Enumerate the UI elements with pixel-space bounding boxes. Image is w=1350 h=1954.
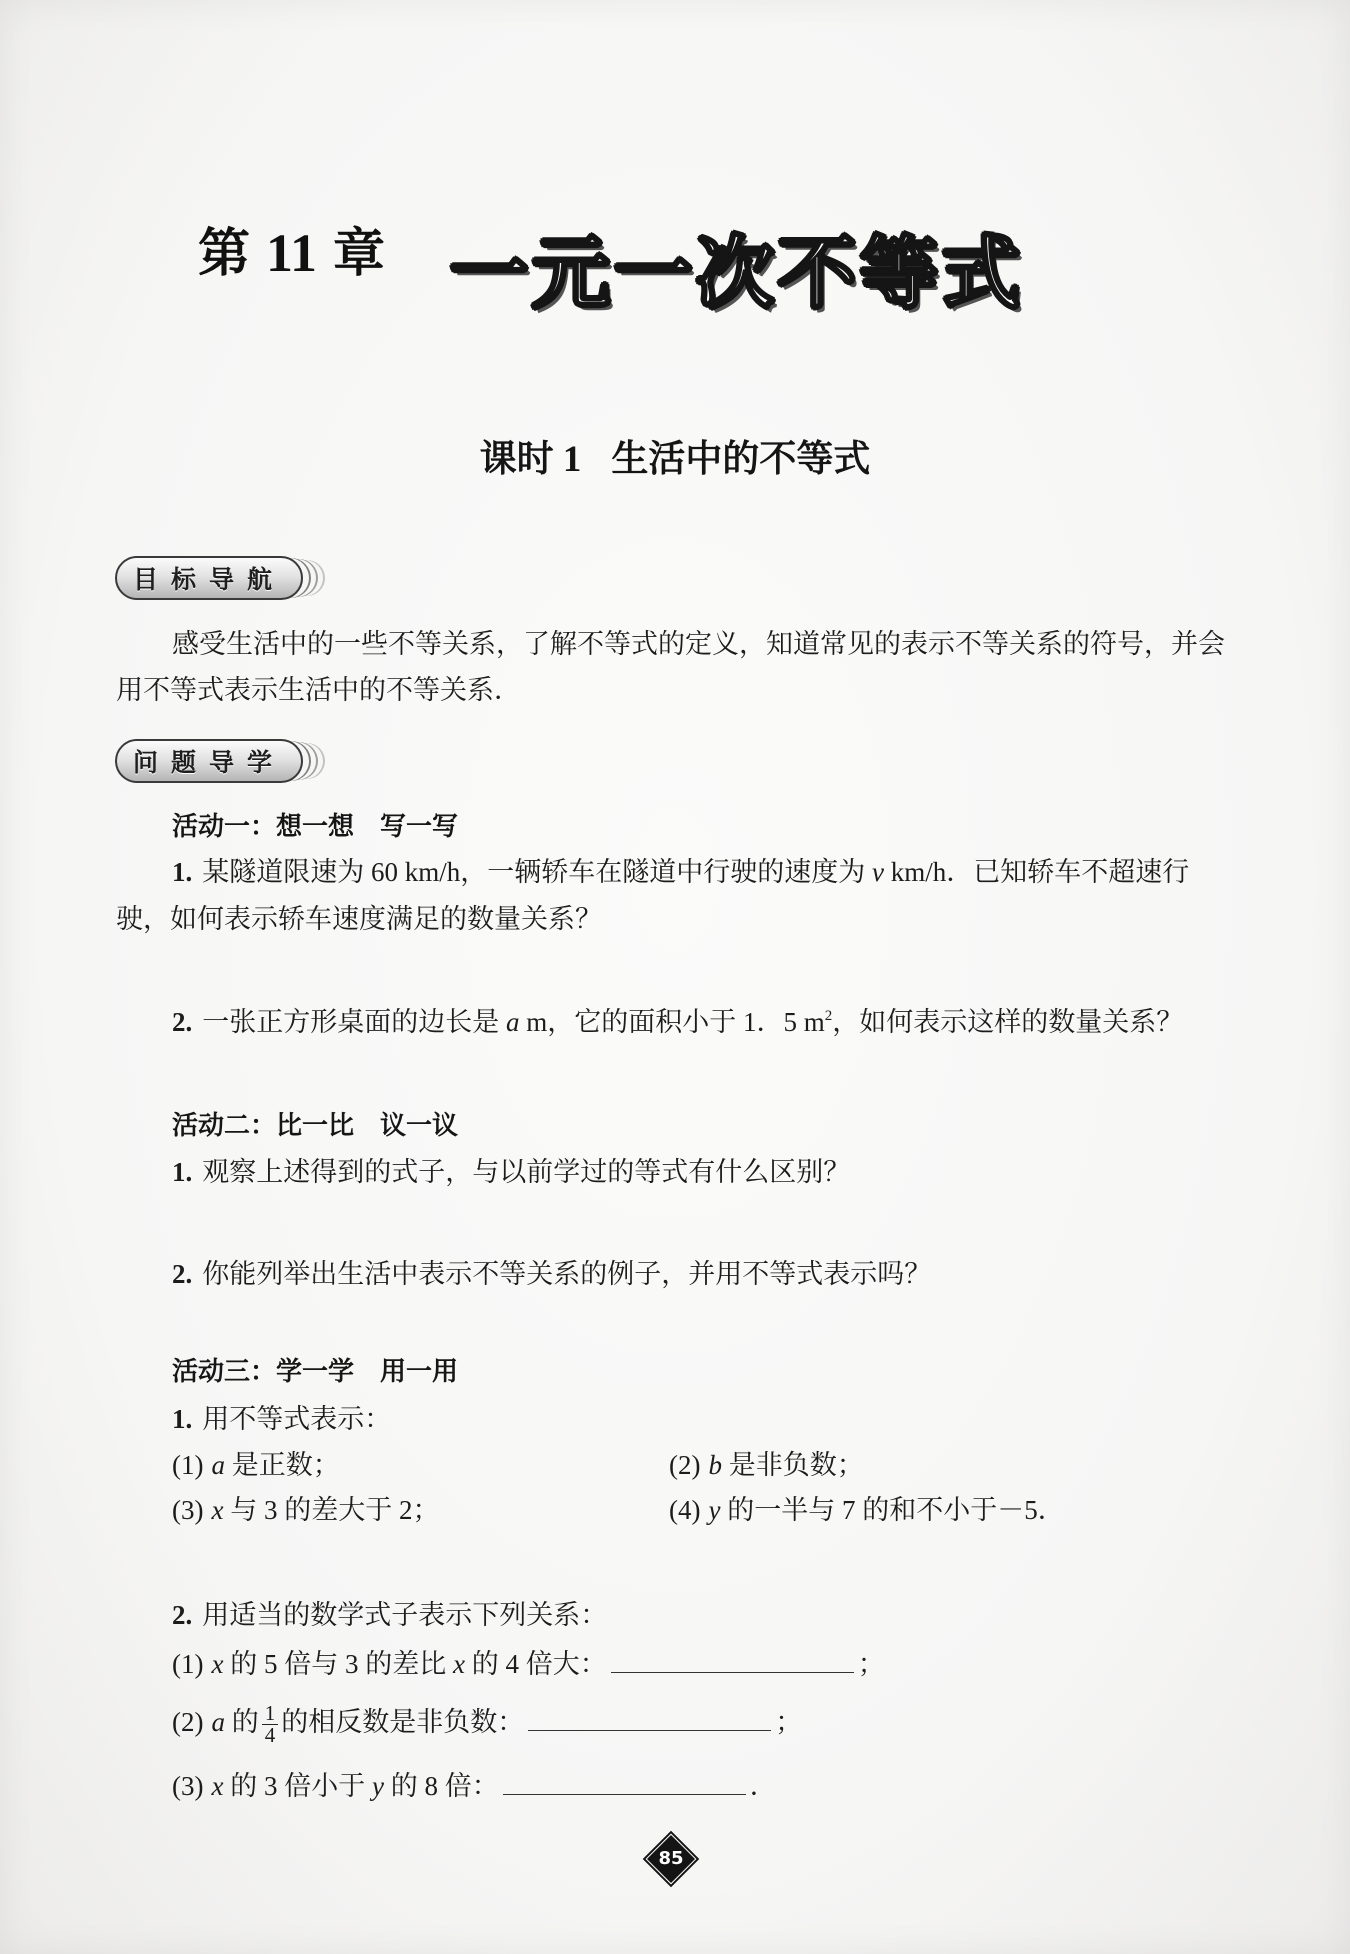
lesson-title [0,437,1350,483]
fill-item-2 [172,1700,802,1746]
question-text: 一张正方形桌面的边长是 [202,1007,506,1037]
sub-item-label: (3) [172,1495,204,1525]
question-text: 某隧道限速为 60 km/h，一辆轿车在隧道中行驶的速度为 [202,857,873,887]
superscript-exponent: 2 [824,1008,833,1024]
sub-item-1 [172,1447,340,1483]
sub-item-text: 的一半与 7 的和不小于－5． [720,1495,1065,1525]
math-variable: v [872,857,884,887]
activity3-heading: 活动三：学一学 用一用 [172,1357,459,1387]
math-variable: x [211,1771,224,1801]
fill-item-text: 的 5 倍与 3 的差比 [223,1649,453,1679]
sub-item-3 [172,1492,439,1528]
goals-badge-label: 目标导航 [133,565,286,594]
sub-item-2 [669,1447,864,1483]
chapter-title: 一元一次不等式 [450,229,1025,319]
fill-item-end: ； [857,1649,885,1679]
question-number: 1. [172,857,193,887]
math-variable: x [211,1649,224,1679]
fill-item-1 [172,1644,885,1682]
chapter-digits: 11 [266,223,318,283]
chapter-suffix: 章 [333,224,386,284]
fill-item-end: ； [775,1707,803,1737]
sub-item-4 [669,1492,1065,1528]
sub-item-text: 是正数； [224,1450,340,1480]
math-variable: x [452,1649,465,1679]
question-text: km/h．已知轿车不超速行 [884,857,1190,887]
fill-item-text: 的 [224,1707,259,1737]
math-variable: x [211,1495,224,1525]
lesson-name: 生活中的不等式 [611,439,871,480]
fraction [262,1703,279,1746]
sub-item-label: (4) [669,1495,701,1525]
question-number: 2. [172,1007,193,1037]
fill-item-label: (2) [172,1707,204,1737]
question-number: 2. [172,1600,193,1630]
answer-blank [528,1702,771,1731]
goals-text-line1: 感受生活中的一些不等关系，了解不等式的定义，知道常见的表示不等关系的符号，并会 [172,629,1225,659]
question-text: ，如何表示这样的数量关系？ [832,1007,1184,1037]
activity2-heading: 活动二：比一比 议一议 [172,1111,459,1141]
goals-text-line2: 用不等式表示生活中的不等关系． [116,675,521,705]
question-number: 1. [172,1157,193,1187]
question-text: 用不等式表示： [202,1404,392,1434]
guide-badge-label: 问题导学 [133,748,286,777]
goals-badge [115,556,303,600]
activity2-question1 [172,1154,850,1190]
math-variable: a [211,1707,225,1737]
answer-blank [503,1766,746,1795]
question-text: 你能列举出生活中表示不等关系的例子，并用不等式表示吗？ [202,1259,932,1289]
fraction-numerator: 1 [262,1703,279,1725]
chapter-prefix: 第 [198,224,251,284]
activity1-question1-line1 [172,854,1189,890]
fill-item-text: 的相反数是非负数： [281,1707,525,1737]
math-variable: y [708,1495,721,1525]
fraction-denominator: 4 [264,1723,276,1748]
lesson-label: 课时 1 [479,439,582,480]
fill-item-label: (1) [172,1649,204,1679]
question-text: m，它的面积小于 1．5 m [519,1007,825,1037]
sub-item-label: (1) [172,1450,204,1480]
activity3-question2 [172,1597,607,1633]
fill-item-label: (3) [172,1771,204,1801]
sub-item-text: 与 3 的差大于 2； [223,1495,440,1525]
question-number: 2. [172,1259,193,1289]
fill-item-text: 的 8 倍： [383,1771,499,1801]
page-number: 85 [658,1848,684,1869]
activity1-question1-line2: 驶，如何表示轿车速度满足的数量关系？ [116,904,602,934]
math-variable: a [506,1007,520,1037]
fill-item-end: ． [749,1771,777,1801]
chapter-number [198,223,385,284]
question-text: 观察上述得到的式子，与以前学过的等式有什么区别？ [202,1157,851,1187]
math-variable: b [708,1450,722,1480]
sub-item-label: (2) [669,1450,701,1480]
sub-item-text: 是非负数； [721,1450,864,1480]
fill-item-text: 的 3 倍小于 [223,1771,372,1801]
question-number: 1. [172,1404,193,1434]
fill-item-text: 的 4 倍大： [464,1649,607,1679]
math-variable: y [371,1771,384,1801]
activity1-question2 [172,1004,1183,1040]
answer-blank [611,1644,854,1673]
activity1-heading: 活动一：想一想 写一写 [172,812,459,842]
activity3-question1 [172,1401,391,1437]
activity2-question2 [172,1256,931,1292]
question-text: 用适当的数学式子表示下列关系： [202,1600,608,1630]
math-variable: a [211,1450,225,1480]
fill-item-3 [172,1766,777,1804]
guide-badge [115,739,303,783]
